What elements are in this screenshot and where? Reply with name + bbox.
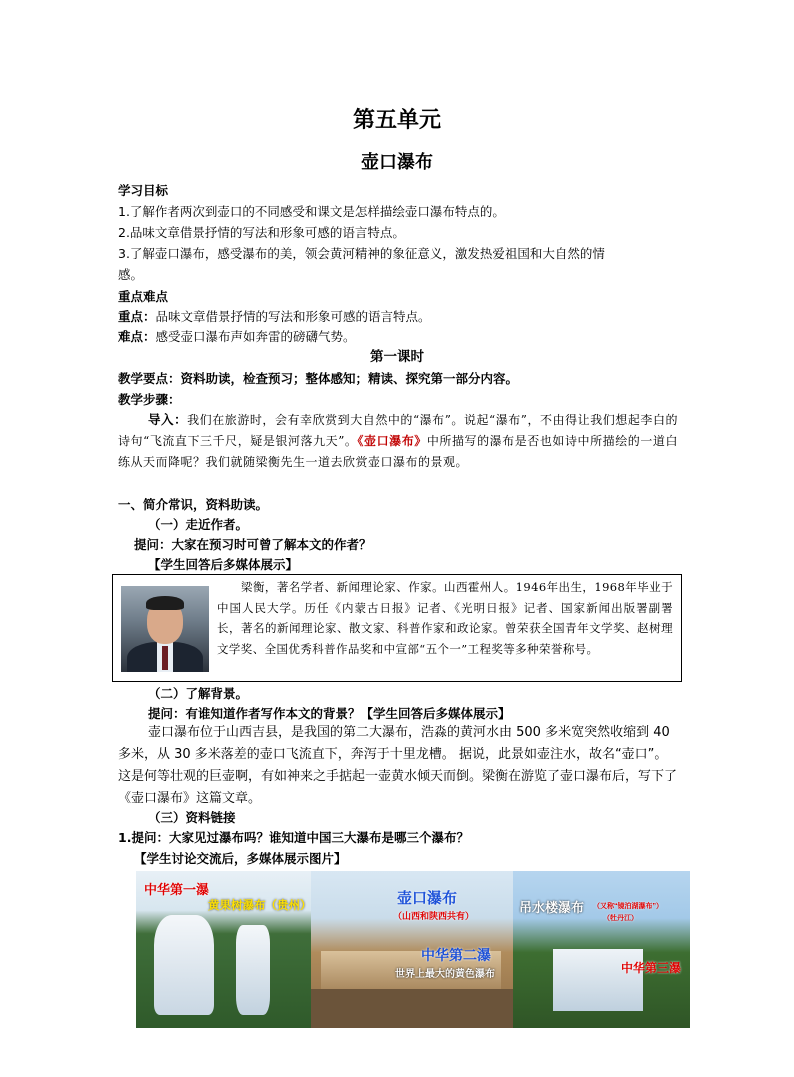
question: 1.提问：大家见过瀑布吗？谁知道中国三大瀑布是哪三个瀑布？ (118, 830, 469, 845)
waterfall-desc: 世界上最大的黄色瀑布 (395, 969, 495, 980)
waterfalls-image (136, 871, 690, 1028)
goal-item: 感。 (118, 267, 144, 282)
author-info-box (112, 574, 682, 682)
intro-paragraph (118, 409, 678, 473)
waterfall-name: 吊水楼瀑布 (519, 900, 585, 915)
intro-text-before: 我们在旅游时，会有幸欣赏到大自然中的“瀑布”。说起“瀑布”，不由得让我们想起李白的诗句“飞流直下三千尺，疑是银河落九天”。 (118, 413, 678, 448)
author-portrait-icon (121, 586, 209, 672)
key-points-heading: 重点难点 (118, 289, 169, 304)
subsection-heading: （一）走近作者。 (148, 517, 249, 532)
author-bio: 梁衡，著名学者、新闻理论家、作家。山西霍州人。1946年出生，1968年毕业于中国人民大学。历任《内蒙古日报》记者、《光明日报》记者、国家新闻出版署副署长，著名的新闻理论家、散文家、科普作家和政论家。曾荣获全国青年文学奖、赵树理文学奖、全国优秀科普作品奖和中宣部“五个一”工程奖等多种荣誉称号。 (217, 580, 673, 656)
difficult-point (118, 327, 356, 346)
rank-label: 中华第三瀑 (621, 961, 682, 975)
question: 提问：大家在预习时可曾了解本文的作者？ (134, 537, 372, 552)
background-paragraph: 壶口瀑布位于山西吉县，是我国的第二大瀑布，浩淼的黄河水由 500 多米宽突然收缩到 40 多米，从 30 多米落差的壶口飞流直下，奔泻于十里龙槽。 据说，此景如壶注水，故名“壶口”。这是何等壮观的巨壶啊，有如神来之手掂起一壶黄水倾天而倒。梁衡在游览了壶口瀑布后，写下了《壶口瀑布》这篇文章。 (118, 725, 678, 806)
intro-title-ref: 《壶口瀑布》 (357, 434, 427, 448)
lesson-title: 壶口瀑布 (361, 152, 433, 173)
subsection-heading: （二）了解背景。 (148, 686, 249, 701)
key-text: 品味文章借景抒情的写法和形象可感的语言特点。 (155, 309, 431, 324)
huangguoshu-waterfall-image (136, 871, 311, 1028)
intro-label: 导入： (148, 412, 188, 427)
goal-item: 1.了解作者两次到壶口的不同感受和课文是怎样描绘壶口瀑布特点的。 (118, 204, 505, 219)
intro-text-after: 中所描写的瀑布是否也如诗中所描绘的一道白练从天而降呢？我们就随梁衡先生一道去欣赏壶口瀑布的景观。 (118, 434, 678, 469)
waterfall-note: （山西和陕西共有） (393, 911, 475, 921)
difficult-text: 感受壶口瀑布声如奔雷的磅礴气势。 (155, 329, 356, 344)
essentials-label: 教学要点： (118, 371, 181, 386)
media-note: 【学生回答后多媒体展示】 (148, 557, 299, 572)
section-heading: 一、简介常识，资料助读。 (118, 497, 269, 512)
hukou-waterfall-image (311, 871, 513, 1028)
question: 提问：有谁知道作者写作本文的背景？【学生回答后多媒体展示】 (148, 706, 511, 721)
goal-item: 2.品味文章借景抒情的写法和形象可感的语言特点。 (118, 225, 405, 240)
teaching-steps-label: 教学步骤： (118, 392, 181, 407)
goals-heading: 学习目标 (118, 183, 169, 198)
difficult-label: 难点： (118, 329, 156, 344)
goal-item: 3.了解壶口瀑布，感受瀑布的美，领会黄河精神的象征意义，激发热爱祖国和大自然的情 (118, 246, 605, 261)
waterfall-place: （牡丹江） (603, 915, 638, 922)
rank-label: 中华第二瀑 (421, 947, 491, 963)
essentials-text: 资料助读，检查预习；整体感知；精读、探究第一部分内容。 (180, 371, 519, 386)
key-label: 重点： (118, 309, 156, 324)
period-title: 第一课时 (370, 349, 424, 365)
unit-title: 第五单元 (352, 107, 441, 133)
teaching-essentials (118, 369, 518, 388)
subsection-heading: （三）资料链接 (148, 810, 236, 825)
waterfall-note: （又称“镜泊湖瀑布”） (593, 903, 663, 910)
waterfall-name: 壶口瀑布 (397, 890, 458, 907)
rank-label: 中华第一瀑 (144, 882, 210, 897)
waterfall-name: 黄果树瀑布（贵州） (208, 900, 311, 912)
media-note: 【学生讨论交流后，多媒体展示图片】 (134, 851, 347, 866)
diaoshuilou-waterfall-image (513, 871, 690, 1028)
key-point (118, 307, 431, 326)
